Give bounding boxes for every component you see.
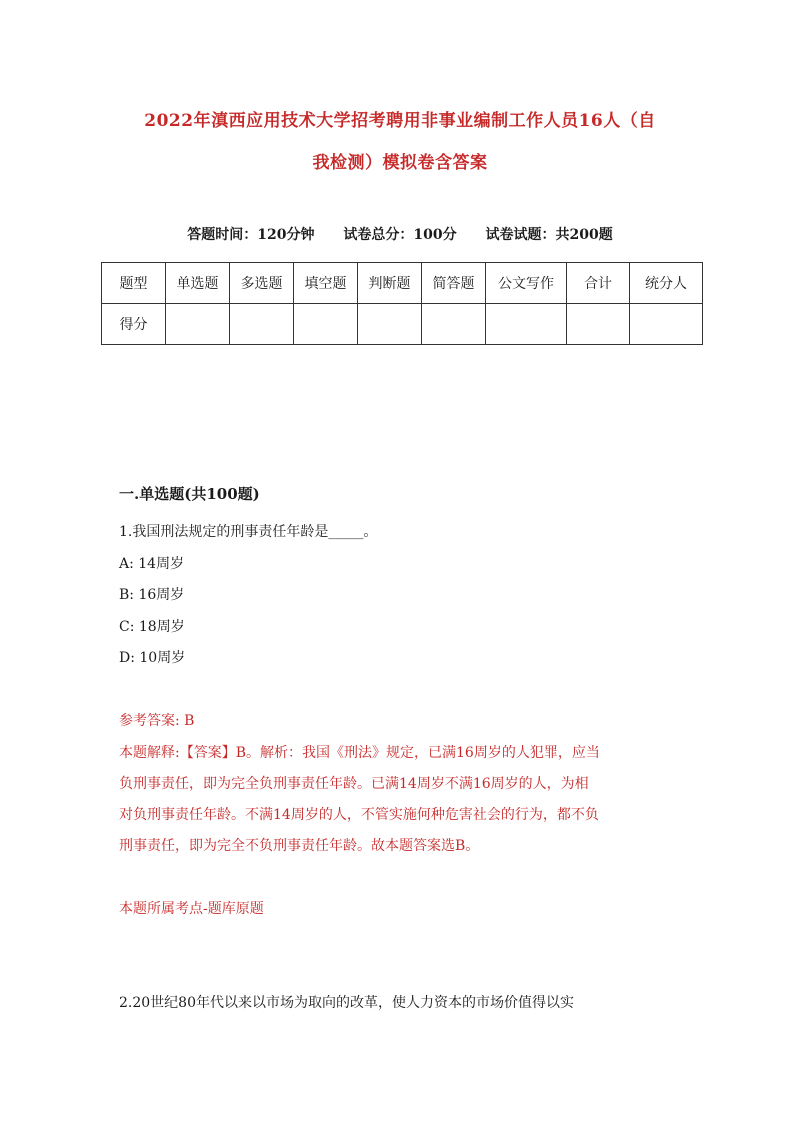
header-cell-fill: 填空题 — [294, 263, 358, 304]
header-cell-grader: 统分人 — [630, 263, 703, 304]
exam-time: 答题时间：120分钟 — [187, 227, 315, 243]
header-cell-single: 单选题 — [166, 263, 230, 304]
score-cell[interactable] — [486, 304, 567, 345]
header-cell-writing: 公文写作 — [486, 263, 567, 304]
score-cell[interactable] — [358, 304, 422, 345]
score-cell[interactable] — [294, 304, 358, 345]
exam-question-count: 试卷试题：共200题 — [485, 227, 613, 243]
score-cell[interactable] — [230, 304, 294, 345]
explanation-line: 刑事责任，即为完全不负刑事责任年龄。故本题答案选B。 — [119, 838, 480, 854]
explanation-line: 对负刑事责任年龄。不满14周岁的人，不管实施何种危害社会的行为，都不负 — [119, 807, 599, 823]
explanation-line: 负刑事责任，即为完全负刑事责任年龄。已满14周岁不满16周岁的人，为相 — [119, 776, 589, 792]
header-cell-judge: 判断题 — [358, 263, 422, 304]
question-1-source: 本题所属考点-题库原题 — [119, 901, 264, 917]
header-cell-total: 合计 — [567, 263, 630, 304]
header-cell-type: 题型 — [102, 263, 166, 304]
question-1-explanation — [119, 738, 689, 862]
header-cell-multiple: 多选题 — [230, 263, 294, 304]
score-cell[interactable] — [630, 304, 703, 345]
row-label-score: 得分 — [102, 304, 166, 345]
exam-meta — [0, 224, 800, 244]
question-2-stem: 2.20世纪80年代以来以市场为取向的改革，使人力资本的市场价值得以实 — [119, 995, 574, 1011]
score-cell[interactable] — [166, 304, 230, 345]
question-1-answer: 参考答案: B — [119, 713, 195, 729]
question-1-option-c: C: 18周岁 — [119, 619, 185, 635]
question-1-option-b: B: 16周岁 — [119, 587, 185, 603]
score-table — [101, 262, 703, 345]
score-cell[interactable] — [567, 304, 630, 345]
exam-total-score: 试卷总分：100分 — [343, 227, 457, 243]
header-cell-short: 简答题 — [422, 263, 486, 304]
score-table-score-row — [102, 304, 703, 345]
score-table-header-row — [102, 263, 703, 304]
exam-title-line-1: 2022年滇西应用技术大学招考聘用非事业编制工作人员16人（自 — [144, 111, 656, 131]
question-1-option-a: A: 14周岁 — [119, 556, 185, 572]
explanation-line: 本题解释:【答案】B。解析：我国《刑法》规定，已满16周岁的人犯罪，应当 — [119, 745, 600, 761]
question-1-stem: 1.我国刑法规定的刑事责任年龄是_____。 — [119, 524, 378, 540]
score-cell[interactable] — [422, 304, 486, 345]
section-heading: 一.单选题(共100题) — [119, 485, 260, 503]
question-1-option-d: D: 10周岁 — [119, 650, 186, 666]
exam-title-line-2: 我检测）模拟卷含答案 — [312, 153, 488, 173]
